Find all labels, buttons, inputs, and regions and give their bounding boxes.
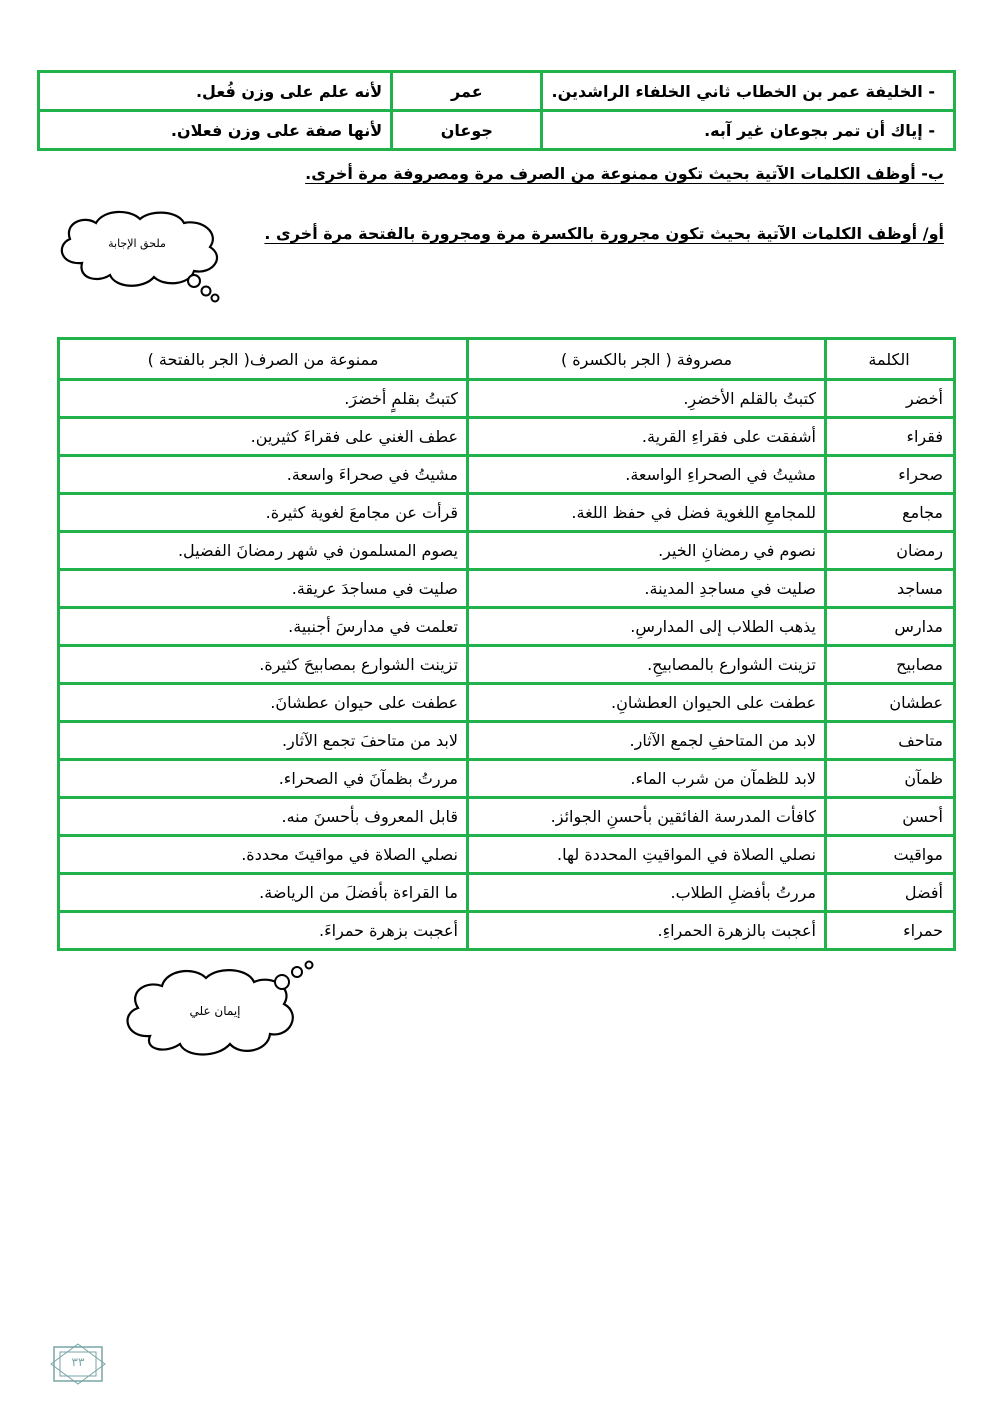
top-word-cell: جوعان <box>392 111 542 150</box>
masroofa-cell: أشفقت على فقراءِ القرية. <box>468 418 826 456</box>
top-table-row <box>39 111 955 150</box>
top-reason-cell: لأنه علم على وزن فُعل. <box>39 72 392 111</box>
masroofa-cell: كتبتُ بالقلم الأخضرِ. <box>468 380 826 418</box>
words-table-body <box>59 380 955 950</box>
word-cell: مواقيت <box>826 836 955 874</box>
mamnooa-cell: صليت في مساجدَ عريقة. <box>59 570 468 608</box>
mamnooa-cell: قرأت عن مجامعَ لغوية كثيرة. <box>59 494 468 532</box>
masroofa-cell: مررتُ بأفضلِ الطلاب. <box>468 874 826 912</box>
thought-cloud-icon <box>52 205 232 305</box>
table-row <box>59 912 955 950</box>
mamnooa-cell: كتبتُ بقلمٍ أخضرَ. <box>59 380 468 418</box>
top-sentence-cell: - الخليفة عمر بن الخطاب ثاني الخلفاء الراشدين. <box>542 72 955 111</box>
mamnooa-cell: نصلي الصلاة في مواقيتَ محددة. <box>59 836 468 874</box>
word-cell: عطشان <box>826 684 955 722</box>
table-row <box>59 418 955 456</box>
words-table <box>57 337 956 951</box>
table-row <box>59 456 955 494</box>
top-word-cell: عمر <box>392 72 542 111</box>
masroofa-cell: مشيتُ في الصحراءِ الواسعة. <box>468 456 826 494</box>
mamnooa-cell: ما القراءة بأفضلَ من الرياضة. <box>59 874 468 912</box>
word-cell: متاحف <box>826 722 955 760</box>
word-cell: مساجد <box>826 570 955 608</box>
masroofa-cell: أعجبت بالزهرة الحمراءِ. <box>468 912 826 950</box>
mamnooa-cell: عطفت على حيوان عطشانَ. <box>59 684 468 722</box>
header-word: الكلمة <box>826 339 955 380</box>
top-answer-table-body <box>39 72 955 150</box>
word-cell: أخضر <box>826 380 955 418</box>
words-table-header-row <box>59 339 955 380</box>
header-mamnooa: ممنوعة من الصرف( الجر بالفتحة ) <box>59 339 468 380</box>
table-row <box>59 874 955 912</box>
masroofa-cell: للمجامعِ اللغوية فضل في حفظ اللغة. <box>468 494 826 532</box>
word-cell: رمضان <box>826 532 955 570</box>
word-cell: أفضل <box>826 874 955 912</box>
mamnooa-cell: عطف الغني على فقراءَ كثيرين. <box>59 418 468 456</box>
mamnooa-cell: تزينت الشوارع بمصابيحَ كثيرة. <box>59 646 468 684</box>
word-cell: مجامع <box>826 494 955 532</box>
word-cell: فقراء <box>826 418 955 456</box>
table-row <box>59 760 955 798</box>
masroofa-cell: صليت في مساجدِ المدينة. <box>468 570 826 608</box>
mamnooa-cell: أعجبت بزهرة حمراءَ. <box>59 912 468 950</box>
table-row <box>59 608 955 646</box>
mamnooa-cell: قابل المعروف بأحسنَ منه. <box>59 798 468 836</box>
word-cell: أحسن <box>826 798 955 836</box>
table-row <box>59 380 955 418</box>
answer-annex-label: ملحق الإجابة <box>108 237 166 250</box>
header-masroofa: مصروفة ( الجر بالكسرة ) <box>468 339 826 380</box>
word-cell: حمراء <box>826 912 955 950</box>
page-number: ٣٣ <box>71 1355 85 1369</box>
table-row <box>59 798 955 836</box>
mamnooa-cell: لابد من متاحفَ تجمع الآثار. <box>59 722 468 760</box>
masroofa-cell: لابد للظمآن من شرب الماء. <box>468 760 826 798</box>
table-row <box>59 722 955 760</box>
masroofa-cell: يذهب الطلاب إلى المدارسِ. <box>468 608 826 646</box>
masroofa-cell: كافأت المدرسة الفائقين بأحسنِ الجوائز. <box>468 798 826 836</box>
table-row <box>59 684 955 722</box>
author-cloud <box>120 958 325 1070</box>
masroofa-cell: تزينت الشوارع بالمصابيحِ. <box>468 646 826 684</box>
word-cell: صحراء <box>826 456 955 494</box>
instruction-a: أو/ أوظف الكلمات الآتية بحيث تكون مجرورة بالكسرة مرة ومجرورة بالفتحة مرة أخرى . <box>264 224 944 243</box>
masroofa-cell: نصوم في رمضانِ الخير. <box>468 532 826 570</box>
top-answer-table <box>37 70 956 151</box>
mamnooa-cell: مشيتُ في صحراءَ واسعة. <box>59 456 468 494</box>
mamnooa-cell: مررتُ بظمآنَ في الصحراء. <box>59 760 468 798</box>
word-cell: مدارس <box>826 608 955 646</box>
top-reason-cell: لأنها صفة على وزن فعلان. <box>39 111 392 150</box>
masroofa-cell: عطفت على الحيوان العطشانِ. <box>468 684 826 722</box>
answer-annex-cloud <box>52 205 232 305</box>
table-row <box>59 532 955 570</box>
table-row <box>59 570 955 608</box>
table-row <box>59 494 955 532</box>
page-number-ornament <box>50 1343 106 1385</box>
table-row <box>59 836 955 874</box>
instruction-b: ب- أوظف الكلمات الآتية بحيث تكون ممنوعة من الصرف مرة ومصروفة مرة أخرى. <box>305 164 944 183</box>
masroofa-cell: لابد من المتاحفِ لجمع الآثار. <box>468 722 826 760</box>
top-table-row <box>39 72 955 111</box>
author-name: إيمان علي <box>189 1004 241 1018</box>
top-sentence-cell: - إياك أن تمر بجوعان غير آبه. <box>542 111 955 150</box>
masroofa-cell: نصلي الصلاة في المواقيتِ المحددة لها. <box>468 836 826 874</box>
table-row <box>59 646 955 684</box>
word-cell: ظمآن <box>826 760 955 798</box>
word-cell: مصابيح <box>826 646 955 684</box>
mamnooa-cell: تعلمت في مدارسَ أجنبية. <box>59 608 468 646</box>
mamnooa-cell: يصوم المسلمون في شهر رمضانَ الفضيل. <box>59 532 468 570</box>
